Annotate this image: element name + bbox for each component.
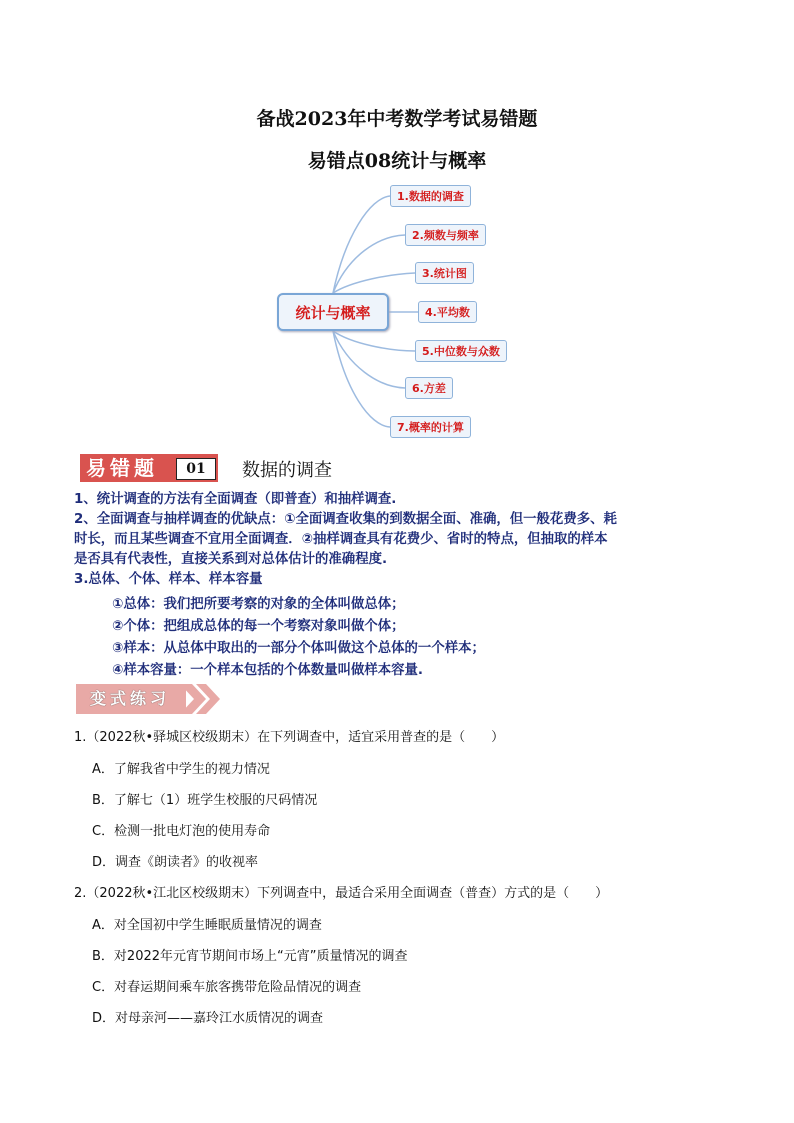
- question-option: A．对全国初中学生睡眠质量情况的调查: [92, 918, 322, 933]
- question-stem: 2.（2022秋•江北区校级期末）下列调查中，最适合采用全面调查（普查）方式的是（ ）: [74, 886, 609, 901]
- section-title: 数据的调查: [242, 460, 332, 481]
- mind-map-branch-4: 4.平均数: [418, 301, 477, 323]
- question-option: D．调查《朗读者》的收视率: [92, 855, 259, 870]
- mind-map-branch-5: 5.中位数与众数: [415, 340, 507, 362]
- definition-line: ①总体：我们把所要考察的对象的全体叫做总体；: [112, 597, 405, 612]
- section-banner: [80, 454, 218, 482]
- definition-line: ③样本：从总体中取出的一部分个体叫做这个总体的一个样本；: [112, 641, 485, 656]
- mind-map-center: 统计与概率: [277, 293, 389, 331]
- mind-map-branch-1: 1.数据的调查: [390, 185, 471, 207]
- page-title: 备战2023年中考数学考试易错题: [256, 108, 538, 130]
- question-option: D．对母亲河——嘉玲江水质情况的调查: [92, 1011, 324, 1026]
- question-option: A．了解我省中学生的视力情况: [92, 762, 270, 777]
- mind-map-branch-7: 7.概率的计算: [390, 416, 471, 438]
- question-stem: 1.（2022秋•驿城区校级期末）在下列调查中，适宜采用普查的是（ ）: [74, 730, 505, 745]
- mind-map-branch-2: 2.频数与频率: [405, 224, 486, 246]
- mind-map-connectors: [0, 176, 794, 446]
- question-option: C．对春运期间乘车旅客携带危险品情况的调查: [92, 980, 362, 995]
- note-line: 1、统计调查的方法有全面调查（即普查）和抽样调查.: [74, 492, 397, 507]
- question-option: B．了解七（1）班学生校服的尺码情况: [92, 793, 318, 808]
- practice-banner: [76, 684, 222, 714]
- section-number: 01: [176, 458, 216, 480]
- section-banner-label: 易错题: [86, 456, 158, 480]
- definition-line: ②个体：把组成总体的每一个考察对象叫做个体；: [112, 619, 405, 634]
- chevron-right-icon: [180, 684, 222, 714]
- practice-label: 变式练习: [90, 689, 171, 708]
- question-option: C．检测一批电灯泡的使用寿命: [92, 824, 271, 839]
- note-line: 3.总体、个体、样本、样本容量: [74, 572, 263, 587]
- note-line: 是否具有代表性，直接关系到对总体估计的准确程度.: [74, 552, 388, 567]
- question-option: B．对2022年元宵节期间市场上“元宵”质量情况的调查: [92, 949, 408, 964]
- note-line: 时长，而且某些调查不宜用全面调查．②抽样调查具有花费少、省时的特点，但抽取的样本: [74, 532, 608, 547]
- notes-block: [74, 490, 754, 590]
- mind-map: [0, 176, 794, 446]
- mind-map-branch-3: 3.统计图: [415, 262, 474, 284]
- note-line: 2、全面调查与抽样调查的优缺点：①全面调查收集的到数据全面、准确，但一般花费多、耗: [74, 512, 617, 527]
- page-subtitle: 易错点08统计与概率: [307, 150, 487, 172]
- mind-map-branch-6: 6.方差: [405, 377, 453, 399]
- definition-line: ④样本容量：一个样本包括的个体数量叫做样本容量.: [112, 663, 424, 678]
- definitions-block: [112, 594, 752, 682]
